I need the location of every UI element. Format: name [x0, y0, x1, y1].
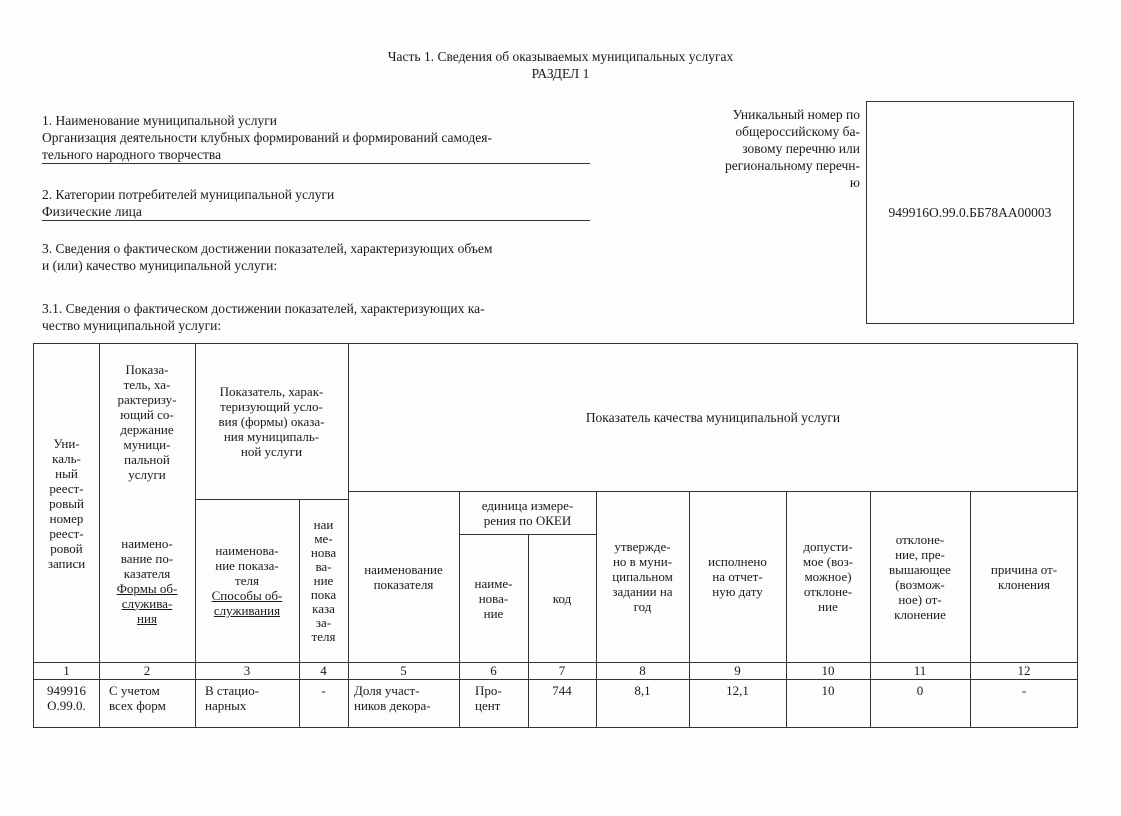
col-number-2: 2: [143, 663, 151, 678]
sub-indicator-name-3: наи ме- нова ва- ние пока каза за- теля: [310, 516, 337, 644]
col-number-1: 1: [63, 663, 70, 678]
col-number-11: 11: [913, 663, 927, 678]
row-allowed-deviation: 10: [821, 683, 835, 698]
sub-indicator-name-1: наимено- вание по- казателя Формы об- служива- ния: [116, 535, 178, 626]
col-number-8: 8: [639, 663, 646, 678]
consumers-value: Физические лица: [42, 203, 590, 221]
quality-indicator-header: Показатель качества муниципальной услуги: [585, 410, 841, 425]
service-name-line1: Организация деятельности клубных формирований и формирований самодея-: [42, 130, 492, 145]
col-registry-number-header: Уни- каль- ный реест- ровый номер реест- ровой записи: [47, 435, 86, 571]
col-number-12: 12: [1017, 663, 1031, 678]
allowed-deviation-header: допусти- мое (воз- можное) отклоне- ние: [802, 539, 854, 614]
row-service-method: В стацио- нарных: [205, 683, 260, 713]
sub-quality-indicator-name: наименование показателя: [364, 561, 443, 592]
executed-value-header: исполнено на отчет- ную дату: [708, 554, 767, 599]
row-unit-name: Про- цент: [475, 683, 502, 713]
unit-code-header: код: [552, 590, 572, 606]
col-number-3: 3: [243, 663, 251, 678]
section3-line1: 3. Сведения о фактическом достижении показателей, характеризующих объем: [42, 241, 493, 256]
row-registry-number: 949916 О.99.0.: [47, 683, 86, 713]
row-indicator-3: -: [321, 683, 326, 698]
part-title: Часть 1. Сведения об оказываемых муниципальных услугах: [387, 49, 734, 64]
col-conditions-indicator-header: Показатель, харак- теризующий усло- вия (формы) оказа- ния муниципаль- ной услуги: [218, 384, 325, 459]
col-number-5: 5: [400, 663, 407, 678]
row-excess-deviation: 0: [916, 683, 924, 698]
unique-number-value: 949916О.99.0.ББ78АА00003: [888, 204, 1052, 220]
col-content-indicator-header: Показа- тель, ха- рактеризу- ющий со- держание муници- пальной услуги: [117, 361, 177, 482]
row-executed-value: 12,1: [726, 683, 749, 698]
consumers-label: 2. Категории потребителей муниципальной услуги: [42, 187, 335, 202]
col-number-7: 7: [558, 663, 566, 678]
unique-number-box: [866, 101, 1074, 324]
service-label: 1. Наименование муниципальной услуги: [42, 113, 277, 128]
row-unit-code: 744: [552, 683, 572, 698]
col-number-10: 10: [821, 663, 835, 678]
col-number-9: 9: [734, 663, 741, 678]
unit-name-header: наиме- нова- ние: [474, 575, 513, 621]
section31-line1: 3.1. Сведения о фактическом достижении показателей, характеризующих ка-: [42, 301, 485, 316]
col-number-6: 6: [490, 663, 497, 678]
unique-number-label: Уникальный номер по общероссийскому ба- зовому перечню или региональному перечн- ю: [725, 107, 860, 190]
row-deviation-reason: -: [1021, 683, 1027, 698]
section31-line2: чество муниципальной услуги:: [42, 318, 222, 333]
unit-okei-header: единица измере- рения по ОКЕИ: [481, 497, 574, 528]
excess-deviation-header: отклоне- ние, пре- вышающее (возмож- ное) от- клонение: [889, 531, 951, 622]
row-service-form: С учетом всех форм: [109, 683, 166, 713]
section3-line2: и (или) качество муниципальной услуги:: [42, 258, 278, 273]
section-title: РАЗДЕЛ 1: [531, 66, 590, 81]
row-quality-indicator-name: Доля участ- ников декора-: [354, 683, 431, 713]
approved-value-header: утвержде- но в муни- ципальном задании на год: [612, 539, 673, 614]
quality-table: [33, 343, 1078, 728]
row-approved-value: 8,1: [634, 683, 651, 698]
service-name-line2: тельного народного творчества: [42, 146, 590, 164]
deviation-reason-header: причина от- клонения: [990, 561, 1058, 592]
sub-indicator-name-2: наименова- ние показа- теля Способы об- служивания: [211, 543, 283, 618]
col-number-4: 4: [320, 663, 327, 678]
